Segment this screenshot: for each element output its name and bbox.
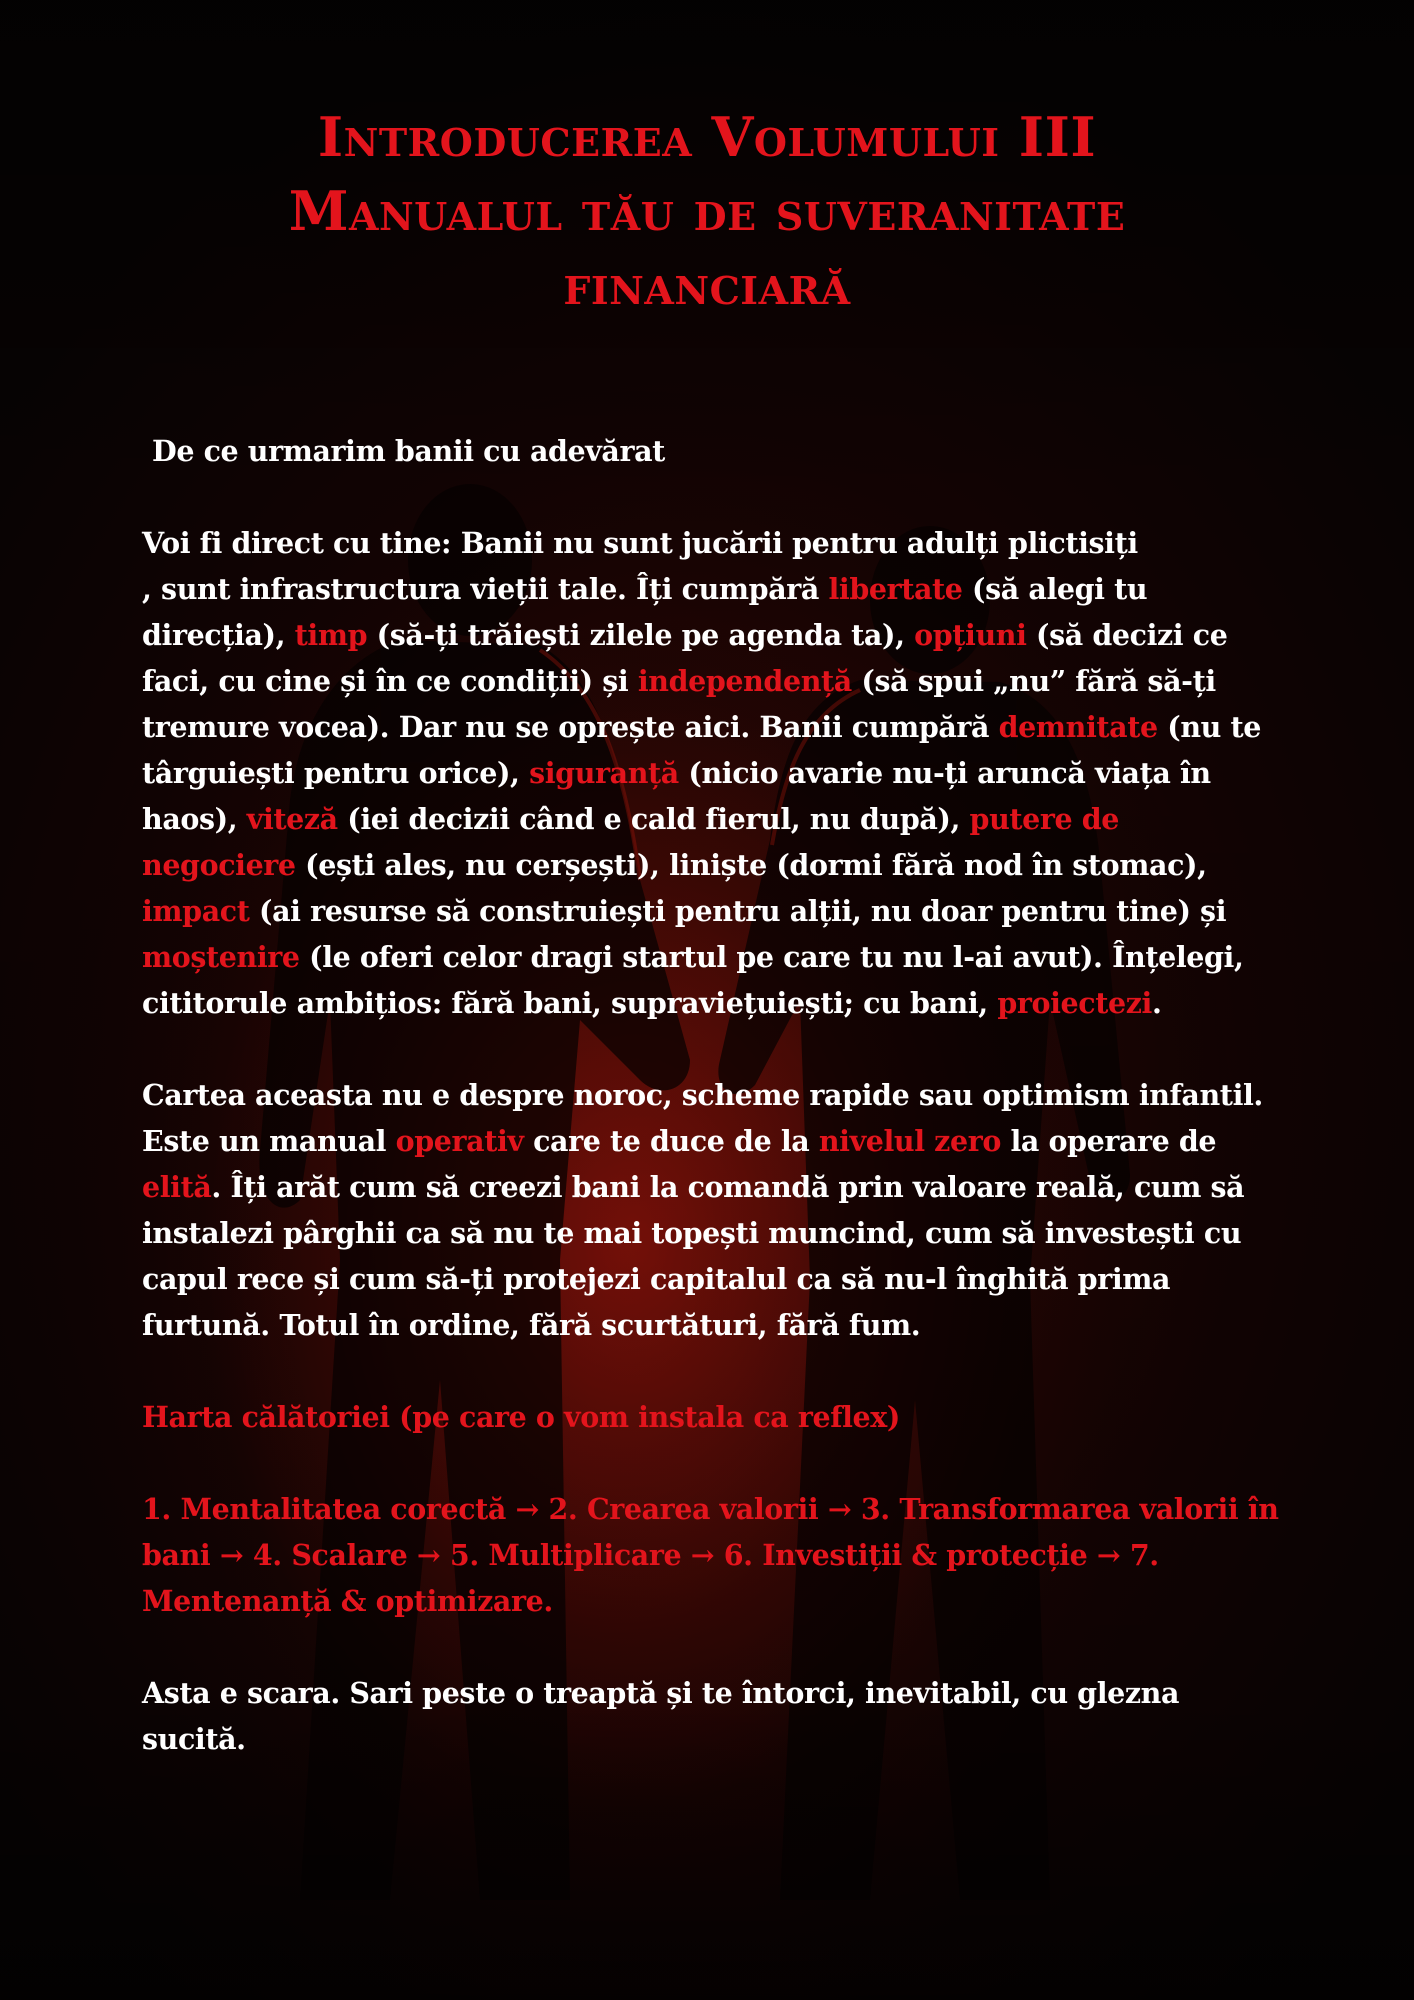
paragraph-manual [142,1072,1282,1348]
text-segment: (ești ales, nu cerșești), liniște (dormi fără nod în stomac), [295,848,1207,882]
highlight-timp: timp [294,618,368,652]
highlight-nivelul-zero: nivelul zero [818,1124,1001,1158]
text-segment: la operare de [1000,1124,1217,1158]
text-segment: (să alegi tu direcția), [142,572,1148,652]
highlight-siguranta: siguranță [529,756,679,790]
text-segment: care te duce de la [523,1124,819,1158]
highlight-impact: impact [142,894,250,928]
highlight-viteza: viteză [246,802,338,836]
highlight-putere-de-negociere: putere de negociere [142,802,1120,882]
text-segment: (ai resurse să construiești pentru alții, nu doar pentru tine) și [249,894,1227,928]
text-segment: , sunt infrastructura vieții tale. Îți cumpără [142,572,829,606]
title-line-3: financiară [563,253,851,317]
highlight-mostenire: moștenire [142,940,300,974]
highlight-libertate: libertate [828,572,963,606]
section-subtitle: De ce urmarim banii cu adevărat [152,434,665,468]
title-line-2: Manualul tău de suveranitate [288,179,1126,243]
text-segment: . Îți arăt cum să creezi bani la comandă prin valoare reală, cum să instalezi pârghii ca să nu te mai topești muncind, cum să investești cu capul rece și cum să-ți protejezi capitalul ca să nu-l înghită prima furtună. Totul în ordine, fără scurtături, fără fum. [142,1170,1245,1342]
text-segment: (să decizi ce faci, cu cine și în ce condiții) și [142,618,1228,698]
highlight-demnitate: demnitate [998,710,1158,744]
highlight-operativ: operativ [395,1124,524,1158]
text-segment: (nu te târguiești pentru orice), [142,710,1262,790]
highlight-independenta: independență [637,664,852,698]
text-segment: (nicio avarie nu-ți aruncă viața în haos), [142,756,1211,836]
map-steps: 1. Mentalitatea corectă → 2. Crearea valorii → 3. Transformarea valorii în bani → 4. Scalare → 5. Multiplicare → 6. Investiții & protecție → 7. Mentenanță & optimizare. [142,1492,1279,1618]
main-content [142,428,1282,1808]
text-segment: Cartea aceasta nu e despre noroc, scheme rapide sau optimism infantil. Este un manual [142,1078,1263,1158]
text-segment: (să-ți trăiești zilele pe agenda ta), [367,618,915,652]
paragraph-intro [142,520,1282,1026]
page-title [157,100,1257,322]
text-segment: (să spui „nu” fără să-ți tremure vocea). Dar nu se oprește aici. Banii cumpără [142,664,1216,744]
title-line-1: Introducerea Volumului III [317,105,1097,169]
highlight-elita: elită [142,1170,212,1204]
text-segment: (iei decizii când e cald fierul, nu după), [337,802,970,836]
text-segment: . [1151,986,1162,1020]
closing-paragraph: Asta e scara. Sari peste o treaptă și te întorci, inevitabil, cu glezna sucită. [142,1676,1180,1756]
highlight-proiectezi: proiectezi [997,986,1152,1020]
text-segment: (le oferi celor dragi startul pe care tu nu l-ai avut). Înțelegi, cititorule ambițios: fără bani, supraviețuiești; cu bani, [142,940,1244,1020]
paragraph-intro-line-1: Voi fi direct cu tine: Banii nu sunt jucării pentru adulți plictisiți [142,526,1138,560]
highlight-optiuni: opțiuni [914,618,1027,652]
map-heading: Harta călătoriei (pe care o vom instala ca reflex) [142,1400,900,1434]
